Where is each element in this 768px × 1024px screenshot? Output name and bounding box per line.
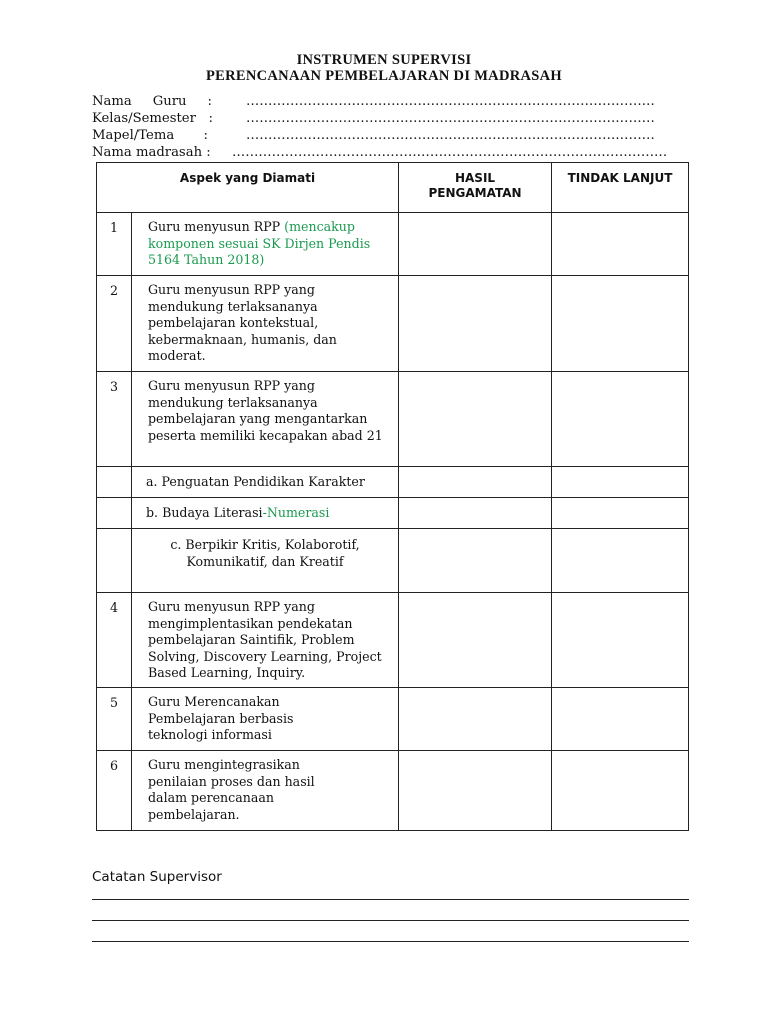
row-aspect-text: a. Penguatan Pendidikan Karakter xyxy=(132,467,399,498)
table-header-row xyxy=(97,163,689,213)
row-aspect xyxy=(132,498,399,529)
supervision-table xyxy=(96,162,689,831)
field-mapel-tema-dots: ………………………………………………………………………………… xyxy=(246,128,655,143)
cell-tindak-lanjut[interactable] xyxy=(552,276,689,372)
row-aspect-text: Guru menyusun RPP xyxy=(148,219,285,234)
cell-hasil-pengamatan[interactable] xyxy=(399,593,552,688)
field-nama-guru xyxy=(92,94,655,110)
field-kelas-semester-label: Kelas/Semester : xyxy=(92,111,213,126)
header-hasil-line1: HASIL xyxy=(454,171,496,185)
table-row xyxy=(97,688,689,751)
row-number: 4 xyxy=(97,593,132,688)
header-aspek: Aspek yang Diamati xyxy=(97,163,399,213)
row-number: 2 xyxy=(97,276,132,372)
table-row xyxy=(97,467,689,498)
row-number xyxy=(97,467,132,498)
cell-hasil-pengamatan[interactable] xyxy=(399,498,552,529)
field-nama-madrasah xyxy=(92,145,668,161)
cell-hasil-pengamatan[interactable] xyxy=(399,529,552,593)
cell-tindak-lanjut[interactable] xyxy=(552,372,689,467)
cell-tindak-lanjut[interactable] xyxy=(552,213,689,276)
row-aspect-text: Guru menyusun RPP yang mendukung terlaksananya pembelajaran kontekstual, kebermaknaan, humanis, dan moderat. xyxy=(132,276,399,372)
table-row xyxy=(97,751,689,831)
catatan-supervisor-label: Catatan Supervisor xyxy=(92,869,222,885)
field-kelas-semester xyxy=(92,111,655,127)
row-aspect-text: Guru menyusun RPP yang mendukung terlaksananya pembelajaran yang mengantarkan peserta memiliki kecapakan abad 21 xyxy=(132,372,399,467)
table-row xyxy=(97,498,689,529)
row-aspect-text: Guru Merencanakan Pembelajaran berbasis teknologi informasi xyxy=(132,688,399,751)
row-number: 5 xyxy=(97,688,132,751)
row-aspect-green-text: (mencakup komponen sesuai SK Dirjen Pendis 5164 Tahun 2018) xyxy=(148,219,371,267)
cell-tindak-lanjut[interactable] xyxy=(552,498,689,529)
cell-hasil-pengamatan[interactable] xyxy=(399,213,552,276)
row-aspect-text: c. Berpikir Kritis, Kolaborotif, Komunikatif, dan Kreatif xyxy=(132,529,399,593)
cell-hasil-pengamatan[interactable] xyxy=(399,467,552,498)
row-number xyxy=(97,529,132,593)
field-kelas-semester-dots: ………………………………………………………………………………… xyxy=(246,111,655,126)
row-aspect-text: Guru menyusun RPP yang mengimplentasikan pendekatan pembelajaran Saintifik, Problem Solving, Discovery Learning, Project Based Learning, Inquiry. xyxy=(132,593,399,688)
row-number: 6 xyxy=(97,751,132,831)
document-title-line2: PERENCANAAN PEMBELAJARAN DI MADRASAH xyxy=(206,68,562,84)
field-nama-madrasah-dots: ……………………………………………………………………………………… xyxy=(232,145,668,160)
header-hasil-pengamatan xyxy=(399,163,552,213)
header-tindak-lanjut: TINDAK LANJUT xyxy=(552,163,689,213)
document-title-line1: INSTRUMEN SUPERVISI xyxy=(296,52,472,68)
cell-hasil-pengamatan[interactable] xyxy=(399,372,552,467)
field-nama-madrasah-label: Nama madrasah : xyxy=(92,145,211,160)
catatan-line-2[interactable] xyxy=(92,920,689,921)
cell-hasil-pengamatan[interactable] xyxy=(399,751,552,831)
table-row xyxy=(97,213,689,276)
row-aspect-text: Guru mengintegrasikan penilaian proses dan hasil dalam perencanaan pembelajaran. xyxy=(132,751,399,831)
cell-tindak-lanjut[interactable] xyxy=(552,751,689,831)
field-mapel-tema xyxy=(92,128,655,144)
header-hasil-line2: PENGAMATAN xyxy=(428,186,522,200)
table-row xyxy=(97,529,689,593)
catatan-line-1[interactable] xyxy=(92,899,689,900)
cell-hasil-pengamatan[interactable] xyxy=(399,688,552,751)
table-row xyxy=(97,372,689,467)
field-nama-guru-label: Nama Guru : xyxy=(92,94,212,109)
row-aspect-text: b. Budaya Literasi xyxy=(146,505,263,520)
cell-tindak-lanjut[interactable] xyxy=(552,688,689,751)
table-row xyxy=(97,276,689,372)
row-number xyxy=(97,498,132,529)
row-number: 1 xyxy=(97,213,132,276)
field-nama-guru-dots: ………………………………………………………………………………… xyxy=(246,94,655,109)
field-mapel-tema-label: Mapel/Tema : xyxy=(92,128,209,143)
row-aspect-green-text: -Numerasi xyxy=(262,505,330,520)
row-aspect xyxy=(132,213,399,276)
cell-tindak-lanjut[interactable] xyxy=(552,593,689,688)
catatan-line-3[interactable] xyxy=(92,941,689,942)
cell-tindak-lanjut[interactable] xyxy=(552,467,689,498)
table-row xyxy=(97,593,689,688)
row-number: 3 xyxy=(97,372,132,467)
cell-hasil-pengamatan[interactable] xyxy=(399,276,552,372)
cell-tindak-lanjut[interactable] xyxy=(552,529,689,593)
